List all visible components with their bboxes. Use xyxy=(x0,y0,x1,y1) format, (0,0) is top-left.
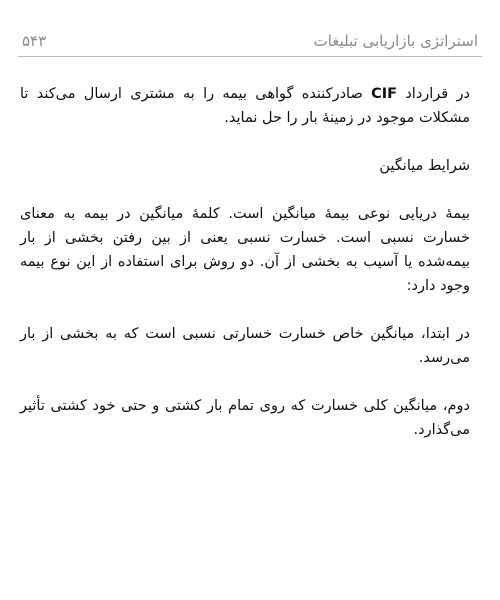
paragraph-particular-average: در ابتدا، میانگین خاص خسارت خسارتی نسبی است که به بخشی از بار می‌رسد. xyxy=(20,326,470,366)
body-text xyxy=(20,82,470,442)
paragraph-cif-start: در قرارداد xyxy=(397,86,470,102)
paragraph-general-average: دوم، میانگین کلی خسارت که روی تمام بار کشتی و حتی خود کشتی تأثیر می‌گذارد. xyxy=(20,398,470,438)
section-heading: شرایط میانگین xyxy=(379,158,470,174)
paragraph-average-insurance: بیمهٔ دریایی نوعی بیمهٔ میانگین است. کلمهٔ میانگین در بیمه به معنای خسارت نسبی است. خسارت نسبی یعنی از بین رفتن بخشی از بار بیمه‌شده یا آسیب به بخشی از آن. دو روش برای استفاده از این نوع بیمه وجود دارد: xyxy=(20,206,470,294)
paragraph-cif-rest: صادرکننده گواهی بیمه را به مشتری ارسال می‌کند تا مشکلات موجود در زمینهٔ بار را حل نماید. xyxy=(20,86,470,126)
paragraph-cif xyxy=(20,82,470,130)
header-title: استراتژی بازاریابی تبلیغات xyxy=(313,32,478,50)
running-header xyxy=(18,30,482,57)
cif-term: CIF xyxy=(371,86,398,102)
page-number: ۵۴۳ xyxy=(22,32,47,50)
